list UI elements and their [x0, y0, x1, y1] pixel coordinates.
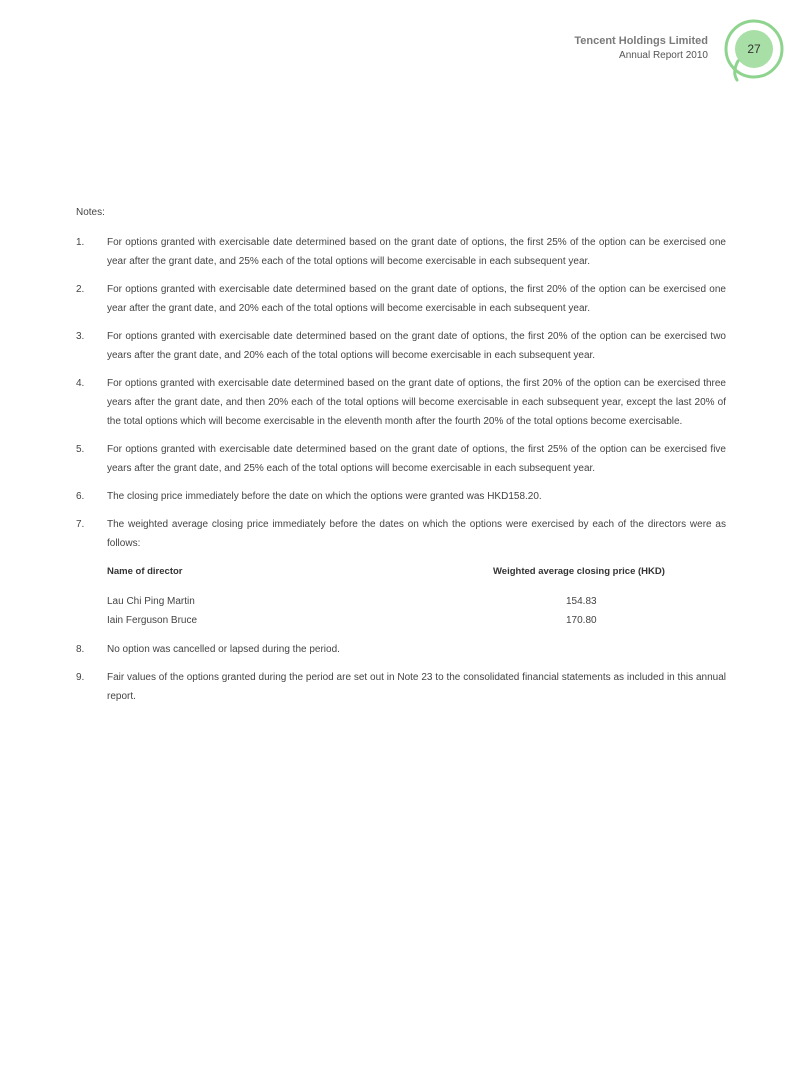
note-number: 7.	[76, 519, 85, 530]
note-item	[76, 280, 726, 318]
table-row	[107, 611, 726, 630]
header-director-name: Name of director	[107, 566, 183, 577]
note-text: For options granted with exercisable date determined based on the grant date of options, the first 25% of the option can be exercised one year after the grant date, and 25% each of the total options will become exercisable in each subsequent year.	[107, 237, 726, 267]
note-item	[76, 233, 726, 271]
note-item	[76, 327, 726, 365]
note-number: 4.	[76, 378, 85, 389]
notes-list-continued	[76, 640, 726, 706]
note-text: The closing price immediately before the date on which the options were granted was HKD158.20.	[107, 491, 542, 502]
note-number: 3.	[76, 331, 85, 342]
note-text: For options granted with exercisable date determined based on the grant date of options, the first 20% of the option can be exercised three years after the grant date, and then 20% each of the total options will become exercisable in each subsequent year, except the last 20% of the total options which will become exercisable in the eleventh month after the fourth 20% of the total options become exercisable.	[107, 378, 726, 427]
note-number: 5.	[76, 444, 85, 455]
closing-price: 154.83	[566, 596, 597, 607]
note-item	[76, 640, 726, 659]
note-number: 1.	[76, 237, 85, 248]
note-text: The weighted average closing price immediately before the dates on which the options were exercised by each of the directors were as follows:	[107, 519, 726, 549]
header-closing-price: Weighted average closing price (HKD)	[493, 566, 665, 577]
director-name: Lau Chi Ping Martin	[107, 596, 195, 607]
director-price-table	[107, 562, 726, 630]
company-name: Tencent Holdings Limited	[574, 35, 708, 47]
notes-title: Notes:	[76, 207, 105, 218]
note-text: Fair values of the options granted during the period are set out in Note 23 to the consolidated financial statements as included in this annual report.	[107, 672, 726, 702]
note-item	[76, 487, 726, 506]
note-text: For options granted with exercisable date determined based on the grant date of options, the first 25% of the option can be exercised five years after the grant date, and 25% each of the total options will become exercisable in each subsequent year.	[107, 444, 726, 474]
note-item	[76, 515, 726, 553]
table-row	[107, 592, 726, 611]
note-number: 6.	[76, 491, 85, 502]
note-item	[76, 440, 726, 478]
note-text: For options granted with exercisable date determined based on the grant date of options, the first 20% of the option can be exercised one year after the grant date, and 20% each of the total options will become exercisable in each subsequent year.	[107, 284, 726, 314]
notes-section	[76, 203, 726, 715]
report-title: Annual Report 2010	[619, 50, 708, 61]
note-text: For options granted with exercisable date determined based on the grant date of options, the first 20% of the option can be exercised two years after the grant date, and 20% each of the total options will become exercisable in each subsequent year.	[107, 331, 726, 361]
note-text: No option was cancelled or lapsed during the period.	[107, 644, 340, 655]
notes-list	[76, 233, 726, 553]
page-number: 27	[747, 42, 761, 56]
table-header	[107, 562, 726, 581]
director-name: Iain Ferguson Bruce	[107, 615, 198, 626]
closing-price: 170.80	[566, 615, 597, 626]
note-number: 9.	[76, 672, 85, 683]
note-item	[76, 668, 726, 706]
page-header	[0, 0, 800, 100]
note-number: 8.	[76, 644, 85, 655]
note-number: 2.	[76, 284, 85, 295]
note-item	[76, 374, 726, 431]
